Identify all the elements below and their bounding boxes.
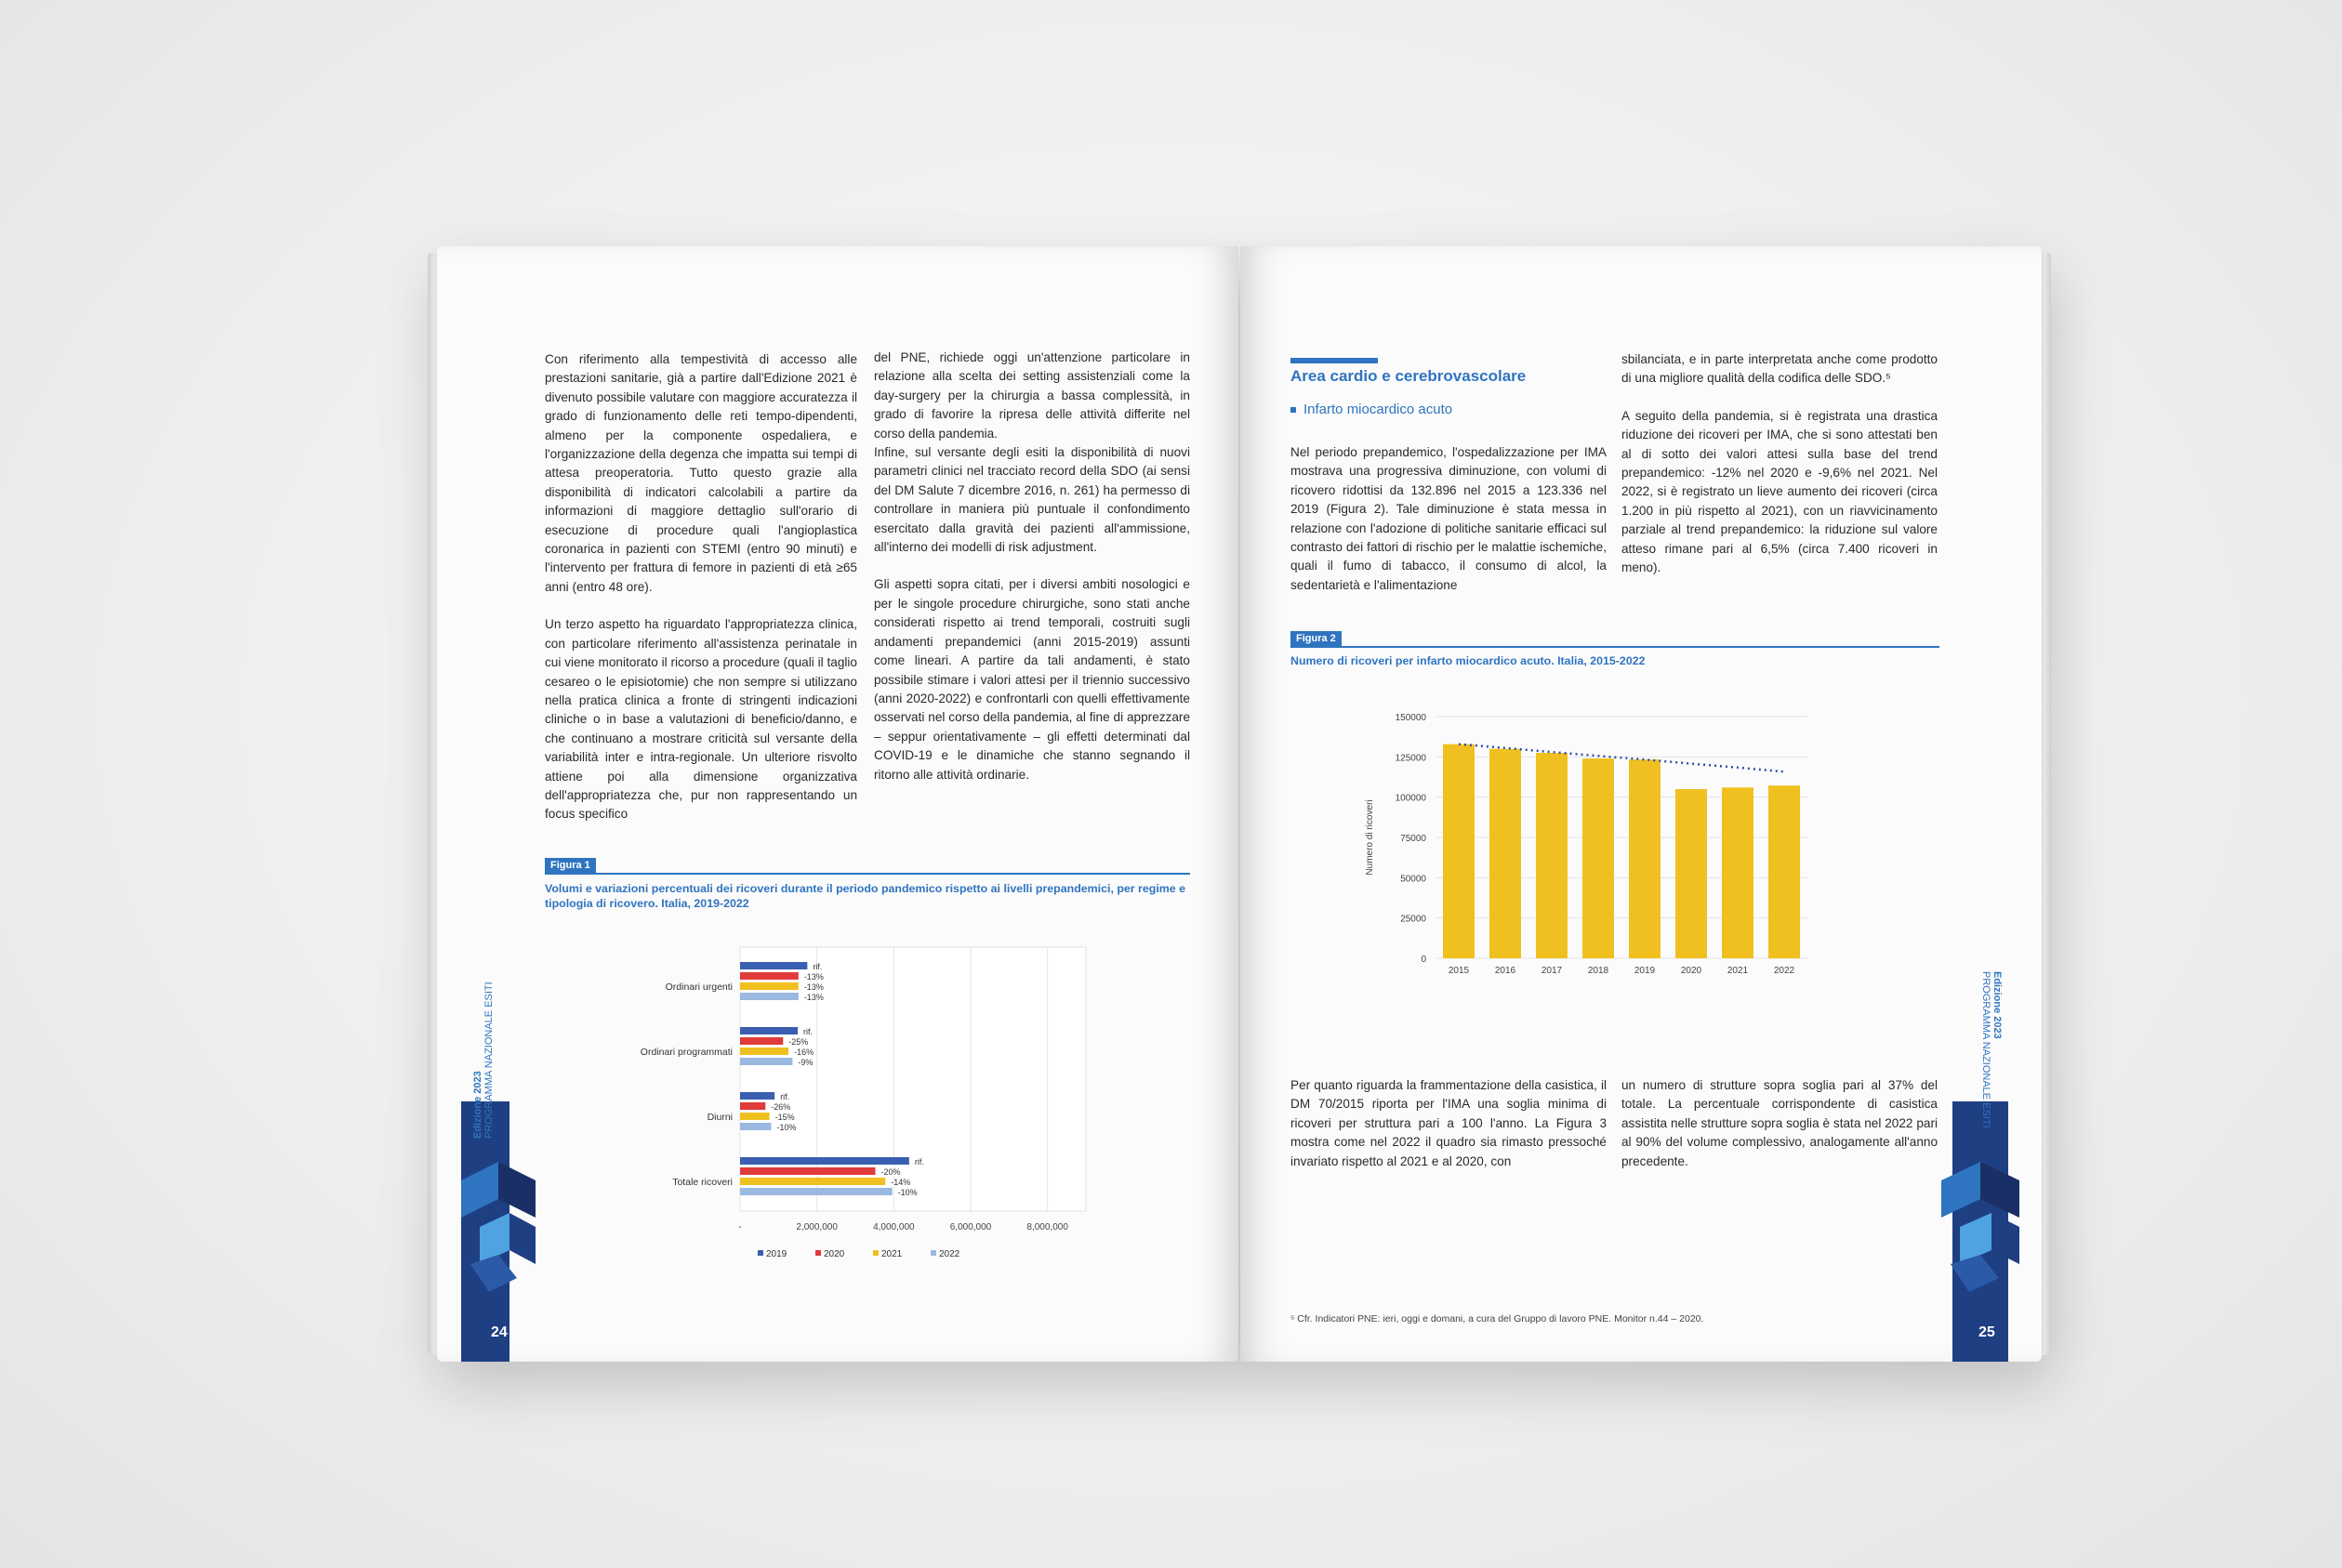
- x-tick-label: 6,000,000: [949, 1222, 992, 1232]
- section-accent-bar: [1290, 358, 1378, 363]
- x-tick-label: 2019: [1634, 966, 1656, 976]
- x-tick-label: 2020: [1680, 966, 1702, 976]
- decorative-cube-graphic: [461, 1162, 536, 1292]
- figure-2-tag: Figura 2: [1290, 631, 1342, 646]
- bar: [1443, 744, 1475, 958]
- data-label: -20%: [880, 1167, 901, 1177]
- figure-1-chart: [576, 934, 1171, 1259]
- y-tick-label: 75000: [1400, 834, 1426, 844]
- legend-swatch: [931, 1250, 936, 1256]
- legend-label: 2021: [881, 1249, 903, 1259]
- side-running-title: [472, 982, 495, 1139]
- x-tick-label: 4,000,000: [873, 1222, 915, 1232]
- data-label: -9%: [798, 1058, 814, 1067]
- left-page: [437, 246, 1238, 1362]
- paragraph: Un terzo aspetto ha riguardato l'appropriatezza clinica, con particolare riferimento all'assistenza perinatale in cui viene monitorato il ricorso a procedure (quali il taglio cesareo o le episiotomie) che non sempre si utilizzano nella pratica clinica a fronte di stringenti indicazioni cliniche o in base a valutazioni di beneficio/danno, e che continuano a mostrare criticità sul versante della variabilità inter e intra-regionale. Un ulteriore risvolto attiene poi alla dimensione organizzativa dell'appropriatezza che, pur non rappresentando un focus specifico: [545, 617, 857, 822]
- subsection-title: [1290, 402, 1452, 417]
- y-axis-label: Numero di ricoveri: [1365, 799, 1375, 876]
- legend-swatch: [873, 1250, 879, 1256]
- figure-1-tag: Figura 1: [545, 858, 596, 873]
- figure-1-rule: [545, 873, 1190, 875]
- bar: [1675, 789, 1707, 958]
- bar-2020: [740, 1037, 783, 1045]
- legend-swatch: [815, 1250, 821, 1256]
- category-label: Totale ricoveri: [672, 1177, 733, 1188]
- paragraph: A seguito della pandemia, si è registrata una drastica riduzione dei ricoveri per IMA, che si sono attestati ben al di sotto dei valori attesi sulla base del trend prepandemico: -12% nel 2020 e -9,6% nel 2021. Nel 2022, si è registrato un lieve aumento dei ricoveri (circa 1.200 in più rispetto al 2021), con un riavvicinamento parziale al trend prepandemico: la riduzione sul valore atteso rimane pari al 6,5% (circa 7.400 ricoveri in meno).: [1621, 408, 1938, 575]
- data-label: -10%: [776, 1123, 797, 1132]
- figure-1-title: Volumi e variazioni percentuali dei ricoveri durante il periodo pandemico rispetto ai livelli prepandemici, per regime e tipologia di ricovero. Italia, 2019-2022: [545, 882, 1186, 910]
- bar-2019: [740, 1092, 774, 1100]
- figure-2-rule: [1290, 646, 1939, 648]
- y-tick-label: 100000: [1395, 793, 1426, 804]
- paragraph: Per quanto riguarda la frammentazione della casistica, il DM 70/2015 riporta per l'IMA una soglia minima di ricoveri per struttura pari a 100 l'anno. La Figura 3 mostra come nel 2022 il quadro sia rimasto pressoché invariato rispetto al 2021 e al 2020, con: [1290, 1078, 1607, 1168]
- right-bottom-column-1: [1290, 1076, 1607, 1190]
- side-label-program: PROGRAMMA NAZIONALE ESITI: [483, 982, 495, 1139]
- data-label: -16%: [794, 1048, 814, 1057]
- data-label: -13%: [803, 982, 824, 992]
- data-label: -15%: [774, 1113, 795, 1122]
- category-label: Ordinari urgenti: [665, 982, 733, 993]
- bar-2022: [740, 1188, 893, 1195]
- data-label: rif.: [780, 1092, 790, 1101]
- paragraph: Con riferimento alla tempestività di accesso alle prestazioni sanitarie, già a partire dall'Edizione 2021 è divenuto possibile valutare con maggiore accuratezza il grado di funzionamento delle reti tempo-dipendenti, almeno per la componente ospedaliera, e l'organizzazione della degenza che impatta sui tempi di attesa preoperatoria. Tutto questo grazie alla disponibilità di indicatori calcolabili a partire da informazioni di maggiore dettaglio sull'orario di esecuzione di procedure quali l'angioplastica coronarica in pazienti con STEMI (entro 90 minuti) e l'intervento per frattura di femore in pazienti di età ≥65 anni (entro 48 ore).: [545, 352, 857, 594]
- category-label: Diurni: [707, 1112, 733, 1123]
- legend-label: 2022: [939, 1249, 960, 1259]
- x-tick-label: -: [738, 1222, 742, 1232]
- y-tick-label: 150000: [1395, 713, 1426, 723]
- x-tick-label: 2015: [1448, 966, 1470, 976]
- y-tick-label: 125000: [1395, 753, 1426, 764]
- data-label: rif.: [914, 1157, 924, 1166]
- subsection-title-text: Infarto miocardico acuto: [1303, 402, 1453, 417]
- x-tick-label: 2,000,000: [796, 1222, 838, 1232]
- bullet-square-icon: [1290, 407, 1296, 413]
- legend-label: 2019: [766, 1249, 787, 1259]
- data-label: -26%: [771, 1102, 791, 1112]
- bar-2022: [740, 1058, 792, 1065]
- y-tick-label: 25000: [1400, 914, 1426, 925]
- footnote: ⁵ Cfr. Indicatori PNE: ieri, oggi e domani, a cura del Gruppo di lavoro PNE. Monitor n.44 – 2020.: [1290, 1313, 1704, 1324]
- bar-2021: [740, 1178, 885, 1185]
- bar-2019: [740, 1157, 909, 1165]
- right-page-column-1: [1290, 443, 1607, 613]
- x-tick-label: 2018: [1587, 966, 1609, 976]
- bar: [1722, 787, 1753, 958]
- data-label: -14%: [891, 1178, 911, 1187]
- right-bottom-column-2: [1621, 1076, 1938, 1190]
- figure-2-title: Numero di ricoveri per infarto miocardico acuto. Italia, 2015-2022: [1290, 654, 1646, 667]
- bar-2022: [740, 993, 799, 1000]
- x-tick-label: 2016: [1494, 966, 1516, 976]
- bar: [1768, 785, 1800, 958]
- side-label-program: PROGRAMMA NAZIONALE ESITI: [1980, 971, 1991, 1128]
- paragraph: sbilanciata, e in parte interpretata anche come prodotto di una migliore qualità della codifica delle SDO.⁵: [1621, 352, 1938, 386]
- x-tick-label: 2022: [1773, 966, 1795, 976]
- data-label: rif.: [803, 1027, 813, 1036]
- bar-2021: [740, 1113, 770, 1120]
- legend-label: 2020: [824, 1249, 845, 1259]
- bar-2020: [740, 972, 799, 980]
- data-label: -25%: [788, 1037, 809, 1047]
- right-page: [1240, 246, 2042, 1362]
- side-label-edition: Edizione 2023: [472, 1071, 483, 1139]
- bar-2019: [740, 1027, 798, 1034]
- figure-2-chart: [1352, 702, 1872, 1008]
- x-tick-label: 2021: [1727, 966, 1749, 976]
- data-label: -13%: [803, 993, 824, 1002]
- bar: [1629, 759, 1661, 958]
- left-page-column-2: [874, 349, 1190, 803]
- bar: [1489, 749, 1521, 958]
- bar-2020: [740, 1167, 875, 1175]
- bar: [1582, 758, 1614, 958]
- bar-2021: [740, 1048, 788, 1055]
- bar-2022: [740, 1123, 771, 1130]
- y-tick-label: 0: [1421, 955, 1426, 965]
- decorative-cube-graphic: [1941, 1162, 2019, 1292]
- page-number: 24: [491, 1324, 508, 1340]
- side-running-title: [1980, 971, 2003, 1128]
- left-page-column-1: [545, 350, 857, 843]
- legend-swatch: [758, 1250, 763, 1256]
- right-page-column-2: [1621, 350, 1938, 596]
- x-tick-label: 2017: [1541, 966, 1563, 976]
- paragraph: Infine, sul versante degli esiti la disponibilità di nuovi parametri clinici nel tracciato record della SDO (ai sensi del DM Salute 7 dicembre 2016, n. 261) ha permesso di controllare in maniera più puntuale il confondimento esercitato dalla gravità dei pazienti all'ammissione, all'interno dei modelli di risk adjustment.: [874, 445, 1190, 555]
- page-number: 25: [1978, 1324, 1995, 1340]
- bar: [1536, 753, 1568, 958]
- category-label: Ordinari programmati: [640, 1047, 733, 1058]
- side-label-edition: Edizione 2023: [1991, 971, 2003, 1039]
- paragraph: un numero di strutture sopra soglia pari al 37% del totale. La percentuale corrispondente di casistica assistita nelle strutture sopra soglia è stata nel 2022 pari al 90% del volume complessivo, analogamente all'anno precedente.: [1621, 1078, 1938, 1168]
- bar-2020: [740, 1102, 765, 1110]
- bar-2021: [740, 982, 799, 990]
- paragraph: Nel periodo prepandemico, l'ospedalizzazione per IMA mostrava una progressiva diminuzione, con volumi di ricovero ridottisi da 132.896 nel 2015 a 123.336 nel 2019 (Figura 2). Tale diminuzione è stata messa in relazione con l'adozione di politiche sanitarie efficaci sul contrasto dei fattori di rischio per le malattie ischemiche, quali il fumo di tabacco, il consumo di alcol, la sedentarietà e l'alimentazione: [1290, 445, 1607, 592]
- data-label: -13%: [803, 972, 824, 982]
- section-title: Area cardio e cerebrovascolare: [1290, 367, 1527, 385]
- paragraph: del PNE, richiede oggi un'attenzione particolare in relazione alla scelta dei setting assistenziali come la day-surgery per la chirurgia a bassa complessità, in grado di favorire la ripresa delle attività differite nel corso della pandemia.: [874, 350, 1190, 441]
- x-tick-label: 8,000,000: [1026, 1222, 1068, 1232]
- data-label: -10%: [897, 1188, 918, 1197]
- paragraph: Gli aspetti sopra citati, per i diversi ambiti nosologici e per le singole procedure chirurgiche, sono stati anche considerati rispetto ai trend temporali, costruiti sugli andamenti prepandemici (anni 2015-2019) assunti come lineari. A partire da tali andamenti, è stato possibile stimare i valori attesi per il triennio successivo (anni 2020-2022) e confrontarli con quelli effettivamente osservati nel corso della pandemia, al fine di apprezzare – seppur orientativamente – gli effetti determinati dal COVID-19 e le dinamiche che stanno segnando il ritorno alle attività ordinarie.: [874, 577, 1190, 782]
- bar-2019: [740, 962, 807, 969]
- y-tick-label: 50000: [1400, 874, 1426, 885]
- data-label: rif.: [813, 962, 823, 971]
